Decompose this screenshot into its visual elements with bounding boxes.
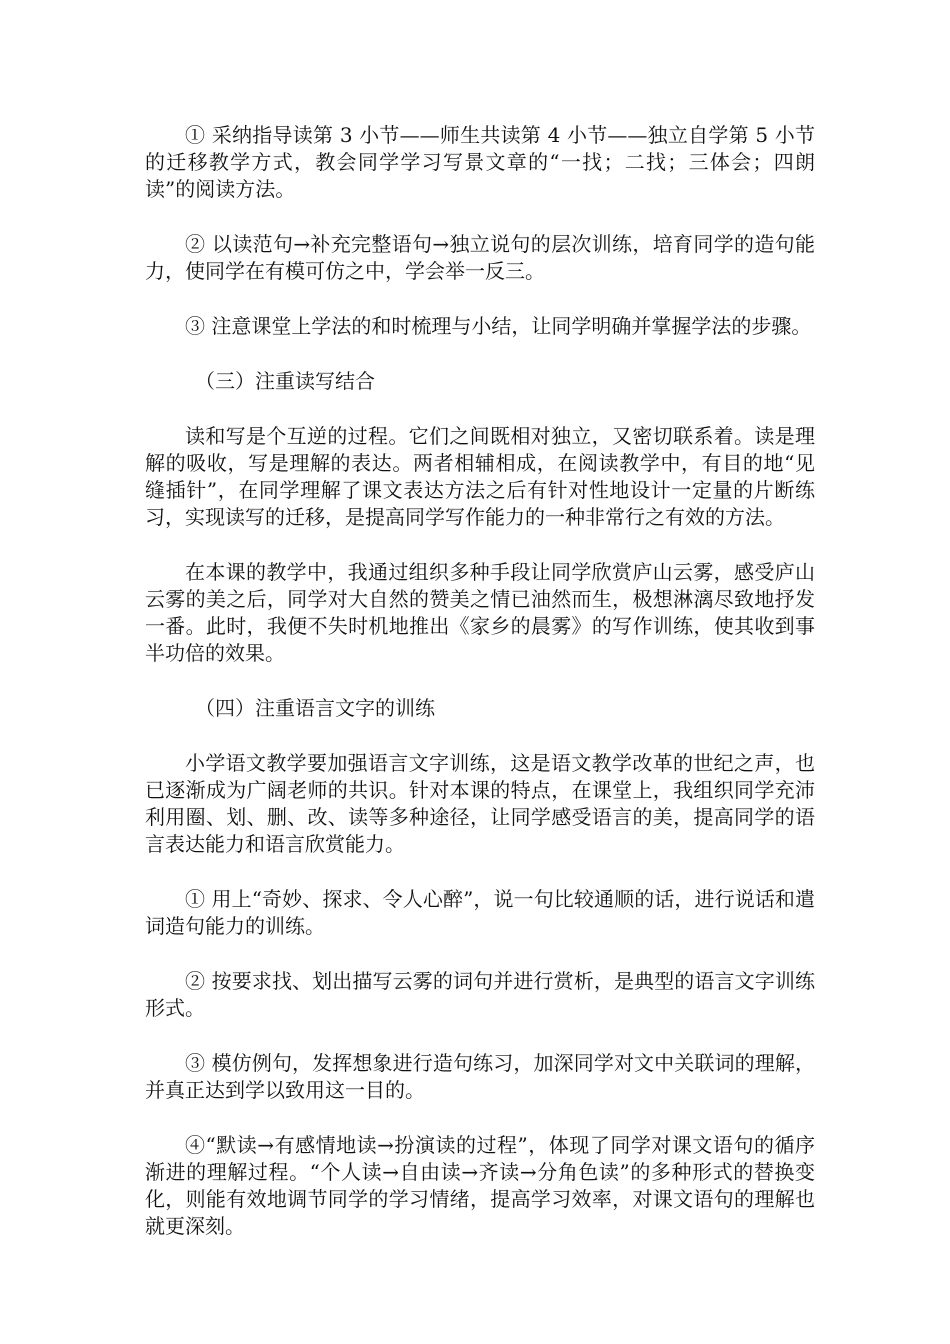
paragraph-method-1: ① 采纳指导读第 3 小节——师生共读第 4 小节——独立自学第 5 小节的迁移教学方式，教会同学学习写景文章的“一找；二找；三体会；四朗读”的阅读方法。 [145, 123, 815, 201]
paragraph-training-2: ② 按要求找、划出描写云雾的词句并进行赏析，是典型的语言文字训练形式。 [145, 969, 815, 1020]
paragraph-reading-writing: 读和写是个互逆的过程。它们之间既相对独立，又密切联系着。读是理解的吸收，写是理解的表达。两者相辅相成，在阅读教学中，有目的地“见缝插针”，在同学理解了课文表达方法之后有针对性地设计一定量的片断练习，实现读写的迁移，是提高同学写作能力的一种非常行之有效的方法。 [145, 424, 815, 529]
section-heading-4: （四）注重语言文字的训练 [195, 696, 435, 720]
section-heading-3: （三）注重读写结合 [195, 369, 375, 393]
paragraph-lesson-writing: 在本课的教学中，我通过组织多种手段让同学欣赏庐山云雾，感受庐山云雾的美之后，同学对大自然的赞美之情已油然而生，极想淋漓尽致地抒发一番。此时，我便不失时机地推出《家乡的晨雾》的写作训练，使其收到事半功倍的效果。 [145, 560, 815, 665]
paragraph-method-3: ③ 注意课堂上学法的和时梳理与小结，让同学明确并掌握学法的步骤。 [185, 314, 812, 338]
document-page [145, 122, 815, 1268]
paragraph-language-training: 小学语文教学要加强语言文字训练，这是语文教学改革的世纪之声，也已逐渐成为广阔老师的共识。针对本课的特点，在课堂上，我组织同学充沛利用圈、划、删、改、读等多种途径，让同学感受语言的美，提高同学的语言表达能力和语言欣赏能力。 [145, 751, 815, 856]
paragraph-training-3: ③ 模仿例句，发挥想象进行造句练习，加深同学对文中关联词的理解，并真正达到学以致用这一目的。 [145, 1051, 815, 1102]
paragraph-training-1: ① 用上“奇妙、探求、令人心醉”，说一句比较通顺的话，进行说话和遣词造句能力的训练。 [145, 887, 815, 938]
paragraph-training-4: ④“默读→有感情地读→扮演读的过程”，体现了同学对课文语句的循序渐进的理解过程。“个人读→自由读→齐读→分角色读”的多种形式的替换变化，则能有效地调节同学的学习情绪，提高学习效率，对课文语句的理解也就更深刻。 [145, 1133, 815, 1238]
paragraph-method-2: ② 以读范句→补充完整语句→独立说句的层次训练，培育同学的造句能力，使同学在有模可仿之中，学会举一反三。 [145, 232, 815, 283]
